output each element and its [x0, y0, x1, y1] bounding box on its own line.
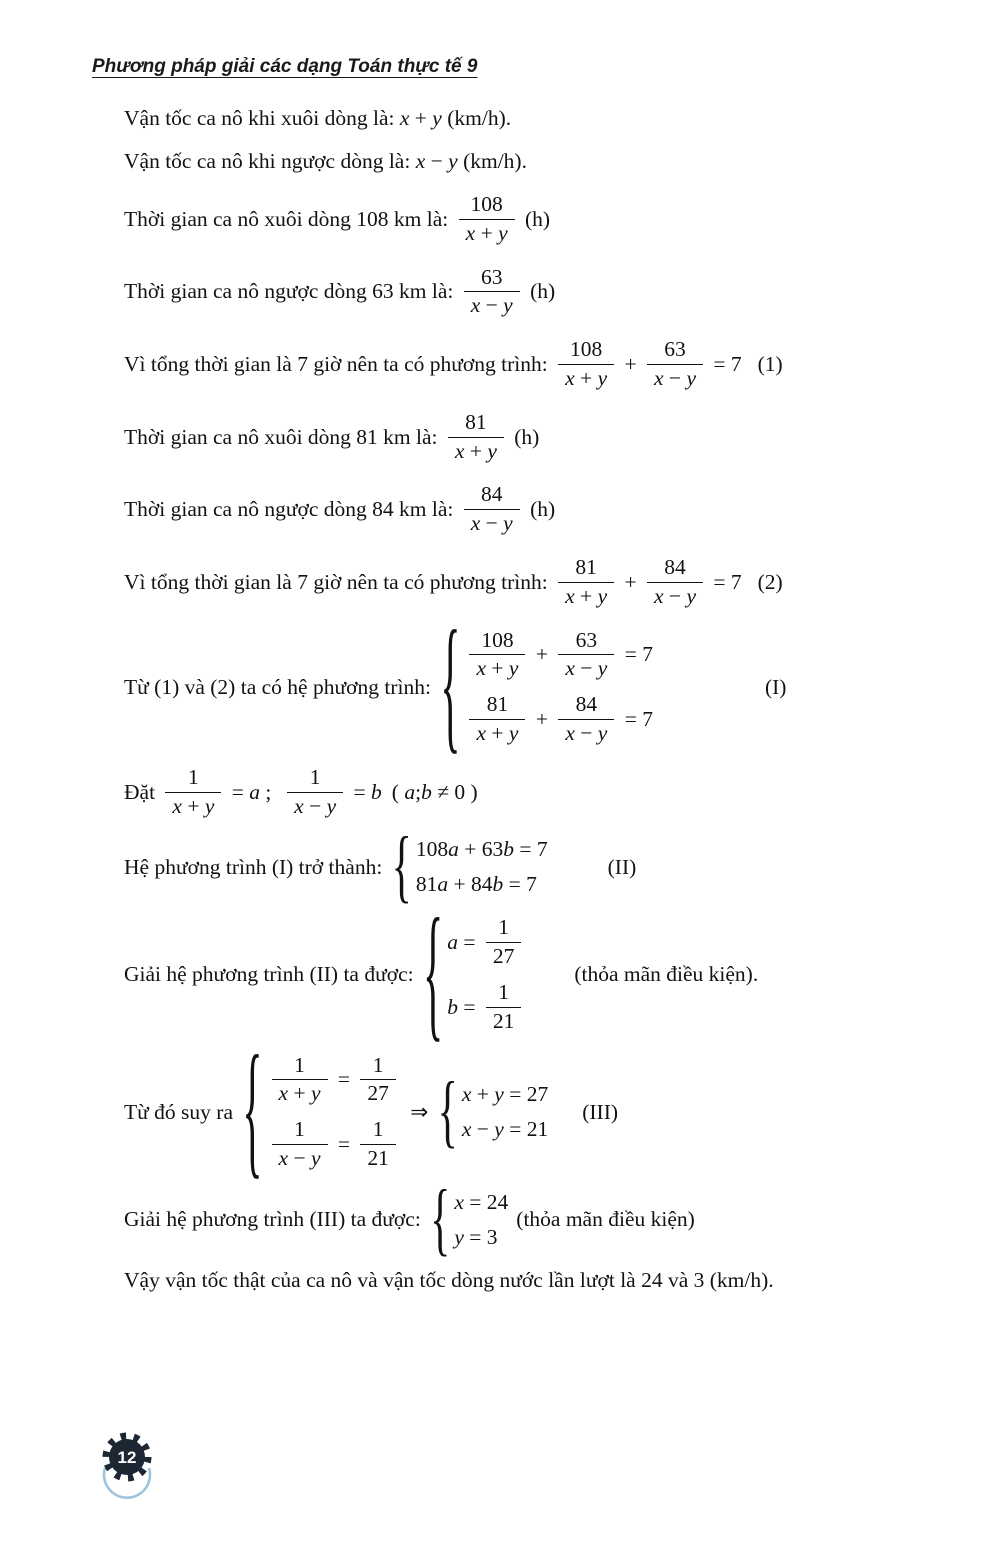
- fraction-denominator: x − y: [272, 1144, 328, 1172]
- fraction: [464, 265, 520, 320]
- equation-system: [437, 1067, 549, 1157]
- system-rows: [416, 837, 548, 897]
- spacer: [552, 1112, 574, 1113]
- math-segment: = b: [348, 779, 382, 804]
- fraction: [448, 410, 504, 465]
- system-row: [416, 837, 548, 862]
- text-segment: Đặt: [124, 779, 161, 804]
- fraction-denominator: 27: [486, 942, 522, 970]
- fraction: [486, 915, 522, 970]
- system-brace: {: [242, 1029, 263, 1195]
- spacer: [382, 792, 392, 793]
- fraction-numerator: 1: [498, 915, 509, 940]
- text-segment: Hệ phương trình (I) trở thành:: [124, 854, 388, 879]
- fraction: [464, 482, 520, 537]
- gear-icon: [94, 1426, 160, 1504]
- text-segment: Vận tốc ca nô khi xuôi dòng là:: [124, 106, 400, 130]
- math-segment: x + y: [399, 106, 442, 130]
- text-line: [124, 1174, 945, 1265]
- spacer: [552, 867, 600, 868]
- system-rows: [447, 915, 526, 1034]
- fraction-numerator: 1: [498, 979, 509, 1004]
- system-brace: {: [423, 892, 444, 1058]
- fraction: [165, 765, 221, 820]
- text-segment: (h): [524, 497, 556, 522]
- math-segment: 108a + 63b = 7: [415, 837, 548, 862]
- text-segment: Thời gian ca nô xuôi dòng 81 km là:: [124, 424, 443, 449]
- equation-label: (II): [607, 854, 637, 879]
- system-rows: [464, 628, 653, 747]
- text-segment: ;: [260, 779, 283, 804]
- fraction: [558, 555, 614, 610]
- fraction-denominator: x + y: [272, 1079, 328, 1107]
- text-line: [124, 822, 945, 913]
- text-line: [124, 555, 945, 610]
- spacer: [530, 974, 574, 975]
- equation-label: (1): [757, 351, 783, 376]
- fraction-numerator: 108: [470, 192, 503, 216]
- math-segment: +: [530, 706, 554, 731]
- text-line: [124, 892, 945, 1058]
- spacer: [657, 687, 757, 688]
- text-line: [124, 1029, 945, 1195]
- system-row: [267, 1053, 401, 1108]
- math-segment: =: [332, 1131, 356, 1156]
- fraction: [647, 337, 703, 392]
- fraction-numerator: 84: [480, 482, 503, 507]
- fraction-denominator: 27: [360, 1079, 396, 1107]
- fraction-numerator: 81: [465, 409, 487, 434]
- text-segment: (km/h).: [441, 106, 512, 130]
- fraction-numerator: 1: [294, 1117, 305, 1142]
- text-line: [124, 192, 945, 247]
- math-segment: b =: [447, 994, 481, 1019]
- fraction-numerator: 1: [294, 1052, 305, 1077]
- math-segment: +: [530, 642, 554, 667]
- math-segment: = 7: [707, 569, 742, 594]
- math-segment: = 7: [619, 642, 653, 667]
- math-segment: x − y: [415, 149, 458, 173]
- equation-label: (2): [757, 569, 783, 594]
- text-segment: Từ (1) và (2) ta có hệ phương trình:: [124, 674, 437, 699]
- math-segment: a =: [447, 930, 481, 955]
- system-row: [267, 1117, 401, 1172]
- math-segment: = 7: [619, 706, 653, 731]
- fraction-denominator: x − y: [558, 654, 614, 682]
- spacer: [742, 364, 750, 365]
- math-segment: x − y = 21: [461, 1117, 549, 1142]
- page-title: Phương pháp giải các dạng Toán thực tế 9: [92, 56, 478, 77]
- text-segment: (h): [519, 206, 551, 231]
- system-row: [464, 692, 653, 747]
- fraction: [558, 628, 614, 683]
- system-row: [464, 628, 653, 683]
- math-segment: =: [332, 1067, 356, 1092]
- fraction: [647, 555, 703, 610]
- text-line: [124, 106, 945, 131]
- system-brace: {: [440, 604, 461, 770]
- fraction-numerator: 84: [664, 554, 686, 579]
- fraction-denominator: x + y: [558, 582, 614, 610]
- text-segment: Thời gian ca nô ngược dòng 63 km là:: [124, 279, 459, 304]
- equation-system: [391, 822, 548, 913]
- system-row: [454, 1225, 508, 1250]
- system-rows: [454, 1190, 508, 1250]
- fraction-denominator: x − y: [647, 582, 703, 610]
- fraction-numerator: 1: [309, 764, 321, 789]
- system-brace: {: [430, 1174, 451, 1265]
- math-segment: ⇒: [404, 1099, 434, 1124]
- fraction-numerator: 108: [481, 627, 514, 652]
- text-line: [124, 604, 945, 770]
- math-segment: 81a + 84b = 7: [415, 872, 537, 897]
- fraction-numerator: 63: [480, 264, 503, 289]
- system-row: [447, 915, 526, 970]
- math-segment: = 7: [707, 351, 742, 376]
- text-segment: Vì tổng thời gian là 7 giờ nên ta có phương trình:: [124, 569, 554, 594]
- fraction-denominator: x + y: [469, 654, 525, 682]
- text-segment: Vì tổng thời gian là 7 giờ nên ta có phương trình:: [124, 351, 554, 376]
- text-line: [124, 1268, 945, 1293]
- text-segment: Thời gian ca nô xuôi dòng 108 km là:: [124, 206, 454, 231]
- fraction: [459, 192, 515, 247]
- math-segment: = a: [226, 779, 261, 804]
- fraction-denominator: x + y: [448, 437, 504, 465]
- system-row: [462, 1117, 548, 1142]
- text-line: [124, 765, 945, 820]
- system-brace: {: [391, 822, 412, 913]
- fraction: [287, 765, 343, 820]
- math-segment: x = 24: [454, 1189, 509, 1214]
- fraction: [360, 1117, 396, 1172]
- fraction: [360, 1053, 396, 1108]
- document-body: [0, 106, 1000, 1293]
- equation-system: [440, 604, 653, 770]
- fraction-numerator: 81: [575, 554, 597, 579]
- fraction-numerator: 63: [575, 627, 598, 652]
- fraction-denominator: 21: [486, 1007, 522, 1035]
- fraction-denominator: 21: [360, 1144, 396, 1172]
- fraction-denominator: x − y: [287, 792, 343, 820]
- math-segment: +: [619, 569, 642, 594]
- text-segment: Vận tốc ca nô khi ngược dòng là:: [124, 149, 416, 173]
- fraction-denominator: x + y: [558, 364, 614, 392]
- fraction-numerator: 1: [188, 764, 199, 789]
- fraction: [469, 628, 525, 683]
- fraction-denominator: x − y: [558, 719, 614, 747]
- text-segment: Giải hệ phương trình (II) ta được:: [124, 962, 420, 987]
- math-segment: x + y = 27: [461, 1082, 549, 1107]
- fraction: [558, 692, 614, 747]
- fraction: [558, 337, 614, 392]
- fraction-numerator: 84: [575, 692, 598, 717]
- text-line: [124, 265, 945, 320]
- fraction-denominator: x + y: [165, 792, 221, 820]
- text-line: [124, 149, 945, 174]
- text-segment: Giải hệ phương trình (III) ta được:: [124, 1207, 427, 1232]
- fraction: [469, 692, 525, 747]
- fraction-denominator: x − y: [464, 291, 520, 319]
- equation-system: [430, 1174, 509, 1265]
- equation-system: [423, 892, 526, 1058]
- text-line: [124, 410, 945, 465]
- fraction-numerator: 81: [486, 692, 509, 717]
- fraction-denominator: x − y: [647, 364, 703, 392]
- fraction: [272, 1053, 328, 1108]
- text-line: [124, 337, 945, 392]
- equation-system: [242, 1029, 401, 1195]
- text-segment: (km/h).: [457, 149, 527, 173]
- system-row: [447, 980, 526, 1035]
- fraction-numerator: 108: [569, 337, 603, 362]
- fraction: [486, 980, 522, 1035]
- fraction-denominator: x − y: [464, 509, 520, 537]
- math-segment: ( a;b ≠ 0 ): [391, 779, 478, 804]
- text-line: [124, 482, 945, 537]
- system-rows: [267, 1053, 401, 1172]
- equation-label: (III): [582, 1099, 619, 1124]
- spacer: [742, 582, 750, 583]
- fraction-denominator: x + y: [459, 219, 515, 247]
- page-number-badge: [94, 1426, 160, 1504]
- fraction: [272, 1117, 328, 1172]
- text-segment: (thỏa mãn điều kiện).: [574, 962, 759, 987]
- fraction-numerator: 1: [372, 1117, 384, 1142]
- fraction-numerator: 63: [664, 337, 686, 362]
- math-segment: y = 3: [454, 1224, 498, 1249]
- equation-label: (I): [764, 674, 787, 699]
- page-number: 12: [117, 1448, 137, 1467]
- system-brace: {: [437, 1067, 458, 1157]
- text-segment: Từ đó suy ra: [124, 1099, 239, 1124]
- text-segment: (h): [508, 424, 540, 449]
- text-segment: Vậy vận tốc thật của ca nô và vận tốc dòng nước lần lượt là 24 và 3 (km/h).: [124, 1267, 774, 1292]
- system-rows: [462, 1082, 548, 1142]
- text-segment: Thời gian ca nô ngược dòng 84 km là:: [124, 497, 459, 522]
- system-row: [454, 1190, 508, 1215]
- system-row: [462, 1082, 548, 1107]
- text-segment: (h): [524, 279, 556, 304]
- fraction-numerator: 1: [372, 1052, 384, 1077]
- text-segment: (thỏa mãn điều kiện): [516, 1207, 695, 1232]
- math-segment: +: [619, 351, 642, 376]
- fraction-denominator: x + y: [469, 719, 525, 747]
